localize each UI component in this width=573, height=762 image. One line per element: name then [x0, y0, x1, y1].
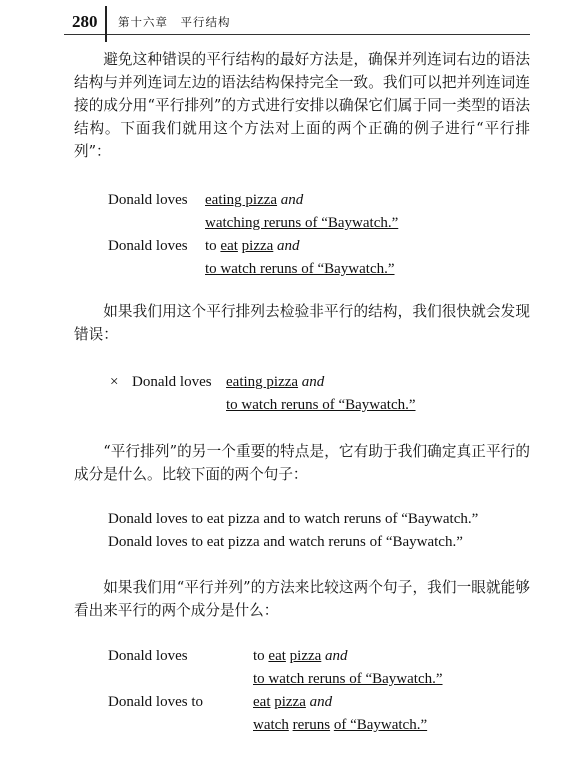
incorrect-mark-icon: × — [110, 374, 119, 390]
example5-subject: Donald loves to — [108, 694, 203, 710]
example5-line2-a: watch — [253, 717, 289, 733]
example2-subject: Donald loves — [108, 238, 188, 254]
sentence-1: Donald loves to eat pizza and to watch reruns of “Baywatch.” — [108, 511, 479, 527]
example4-line2: to watch reruns of “Baywatch.” — [253, 671, 443, 687]
example5-line2-b: reruns — [292, 717, 331, 733]
paragraph-2: 如果我们用这个平行排列去检验非平行的结构，我们很快就会发现错误： — [74, 303, 530, 343]
example4-line1-b: eat — [268, 648, 286, 664]
example1-line1 — [205, 192, 303, 209]
example2-line2: to watch reruns of “Baywatch.” — [205, 261, 395, 277]
example2-line1 — [205, 238, 300, 255]
sentence-2: Donald loves to eat pizza and watch reruns of “Baywatch.” — [108, 534, 463, 550]
page-number: 280 — [72, 12, 98, 31]
running-header — [64, 6, 530, 35]
example4-line1-c: pizza — [289, 648, 322, 664]
example5-line2 — [253, 717, 427, 734]
example1-line1-b: and — [280, 192, 304, 208]
example4-line1-d: and — [325, 648, 348, 664]
example4-subject: Donald loves — [108, 648, 188, 664]
example3-line1 — [226, 374, 324, 391]
example5-line1 — [253, 694, 332, 711]
example2-line1-c: pizza — [241, 238, 274, 254]
paragraph-4: 如果我们用“平行并列”的方法来比较这两个句子，我们一眼就能够看出来平行的两个成分是什么： — [74, 579, 530, 619]
example1-line2: watching reruns of “Baywatch.” — [205, 215, 399, 231]
example3-line1-b: and — [301, 374, 325, 390]
example2-line1-b: eat — [220, 238, 238, 254]
example3-line1-a: eating pizza — [226, 374, 299, 390]
example4-line1 — [253, 648, 348, 665]
header-divider — [105, 6, 107, 42]
chapter-title: 第十六章 平行结构 — [118, 15, 231, 29]
example5-line1-b: pizza — [274, 694, 306, 710]
example4-line1-a: to — [253, 648, 265, 664]
example2-line1-a: to — [205, 238, 217, 254]
example2-line1-d: and — [277, 238, 300, 254]
paragraph-3: “平行排列”的另一个重要的特点是，它有助于我们确定真正平行的成分是什么。比较下面的两个句子： — [74, 443, 530, 483]
example3-line2: to watch reruns of “Baywatch.” — [226, 397, 416, 413]
example5-line2-c: of “Baywatch.” — [333, 717, 428, 733]
example1-line1-a: eating pizza — [205, 192, 278, 208]
example5-line1-a: eat — [253, 694, 271, 710]
example5-line1-c: and — [309, 694, 333, 710]
example1-subject: Donald loves — [108, 192, 188, 208]
paragraph-1: 避免这种错误的平行结构的最好方法是，确保并列连词右边的语法结构与并列连词左边的语法结构保持完全一致。我们可以把并列连词连接的成分用“平行排列”的方式进行安排以确保它们属于同一类型的语法结构。下面我们就用这个方法对上面的两个正确的例子进行“平行排列”： — [74, 51, 530, 160]
example3-subject: Donald loves — [132, 374, 212, 390]
